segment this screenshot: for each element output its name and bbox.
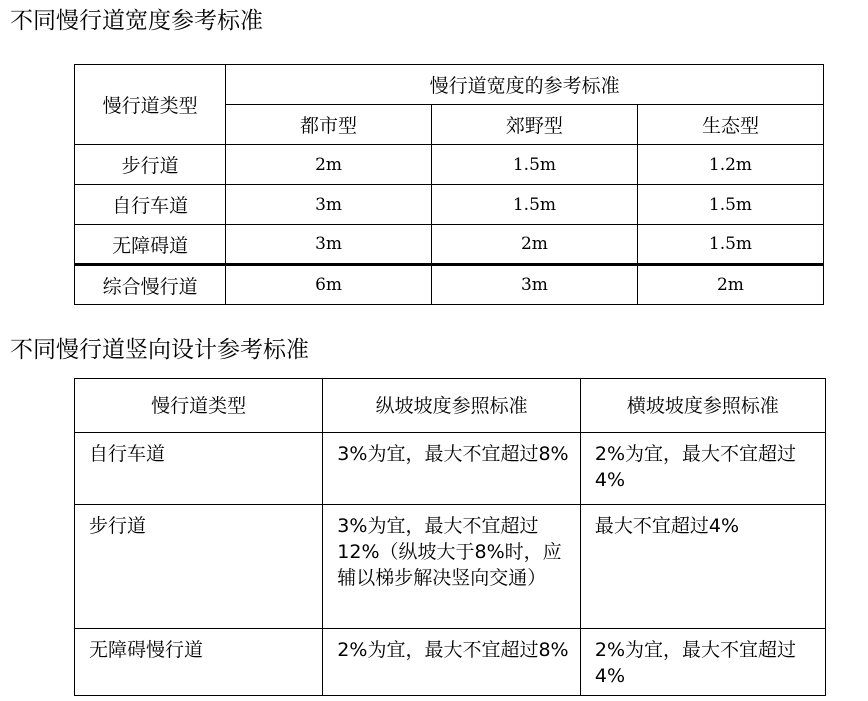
type-header: 慢行道类型 [75, 65, 226, 145]
vertical-standards-table [74, 378, 826, 696]
group-header: 慢行道宽度的参考标准 [226, 65, 824, 105]
row-label: 自行车道 [75, 433, 323, 505]
cell-value: 3m [226, 185, 432, 225]
cell-value: 3m [431, 265, 637, 305]
cell-value: 2m [637, 265, 823, 305]
table-row [75, 145, 824, 185]
cell-value: 1.5m [431, 185, 637, 225]
cell-value: 1.2m [637, 145, 823, 185]
width-standards-title: 不同慢行道宽度参考标准 [10, 8, 263, 34]
vertical-standards-title: 不同慢行道竖向设计参考标准 [10, 337, 309, 363]
cell-value: 1.5m [637, 185, 823, 225]
table-row [75, 433, 826, 505]
row-label: 自行车道 [75, 185, 226, 225]
row-label: 步行道 [75, 145, 226, 185]
subheader-ecological: 生态型 [637, 105, 823, 145]
cell-value: 3m [226, 225, 432, 265]
row-label: 步行道 [75, 505, 323, 629]
table-row [75, 505, 826, 629]
cell-value: 1.5m [637, 225, 823, 265]
row-label: 无障碍道 [75, 225, 226, 265]
transverse-value: 最大不宜超过4% [580, 505, 825, 629]
subheader-suburban: 郊野型 [431, 105, 637, 145]
table-row [75, 629, 826, 696]
longitudinal-value: 3%为宜，最大不宜超过8% [323, 433, 581, 505]
longitudinal-value: 2%为宜，最大不宜超过8% [323, 629, 581, 696]
cell-value: 2m [431, 225, 637, 265]
table-row [75, 265, 824, 305]
table-row [75, 185, 824, 225]
cell-value: 2m [226, 145, 432, 185]
row-label: 无障碍慢行道 [75, 629, 323, 696]
transverse-value: 2%为宜，最大不宜超过4% [580, 629, 825, 696]
table-header-row [75, 65, 824, 105]
type-header: 慢行道类型 [75, 379, 323, 433]
transverse-value: 2%为宜，最大不宜超过4% [580, 433, 825, 505]
subheader-urban: 都市型 [226, 105, 432, 145]
longitudinal-value: 3%为宜，最大不宜超过12%（纵坡大于8%时，应辅以梯步解决竖向交通） [323, 505, 581, 629]
transverse-header: 横坡坡度参照标准 [580, 379, 825, 433]
table-header-row [75, 379, 826, 433]
longitudinal-header: 纵坡坡度参照标准 [323, 379, 581, 433]
cell-value: 6m [226, 265, 432, 305]
row-label: 综合慢行道 [75, 265, 226, 305]
table-row [75, 225, 824, 265]
cell-value: 1.5m [431, 145, 637, 185]
width-standards-table [74, 64, 824, 305]
